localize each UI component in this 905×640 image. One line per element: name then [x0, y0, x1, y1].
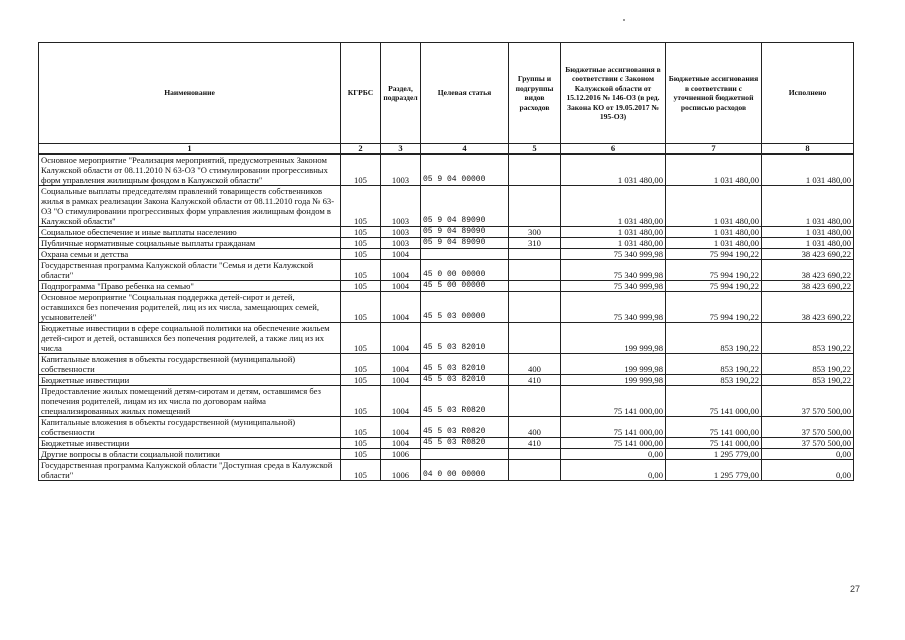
cell-group: 400	[509, 417, 561, 438]
cell-executed: 37 570 500,00	[762, 386, 854, 417]
cell-executed: 37 570 500,00	[762, 417, 854, 438]
cell-law-allocation: 0,00	[561, 460, 666, 481]
cell-kgrbs: 105	[341, 249, 381, 260]
cell-executed: 0,00	[762, 460, 854, 481]
header-kgrbs: КГРБС	[341, 43, 381, 144]
cell-refined-allocation: 75 994 190,22	[666, 281, 762, 292]
column-number: 8	[762, 144, 854, 155]
header-refined-allocations: Бюджетные ассигнования в соответствии с уточненной бюджетной росписью расходов	[666, 43, 762, 144]
cell-name: Основное мероприятие "Социальная поддержка детей-сирот и детей, оставшихся без попечения родителей, лиц из их числа, замещающих семей, усыновителей"	[39, 292, 341, 323]
scan-speck	[623, 19, 625, 21]
table-row	[39, 238, 854, 249]
cell-section: 1003	[381, 227, 421, 238]
budget-sheet	[38, 42, 853, 481]
cell-executed: 1 031 480,00	[762, 154, 854, 186]
cell-executed: 1 031 480,00	[762, 227, 854, 238]
cell-refined-allocation: 1 031 480,00	[666, 154, 762, 186]
cell-section: 1004	[381, 260, 421, 281]
cell-kgrbs: 105	[341, 438, 381, 449]
cell-law-allocation: 75 141 000,00	[561, 438, 666, 449]
cell-target: 45 5 03 82010	[421, 375, 509, 386]
cell-name: Публичные нормативные социальные выплаты гражданам	[39, 238, 341, 249]
cell-name: Государственная программа Калужской области "Доступная среда в Калужской области"	[39, 460, 341, 481]
table-row	[39, 438, 854, 449]
table-row	[39, 154, 854, 186]
table-row	[39, 323, 854, 354]
header-executed: Исполнено	[762, 43, 854, 144]
cell-name: Бюджетные инвестиции	[39, 438, 341, 449]
cell-name: Основное мероприятие "Реализация мероприятий, предусмотренных Законом Калужской области от 08.11.2010 N 63-ОЗ "О стимулировании прогрессивных форм управления жилищным фондом в Калужской области"	[39, 154, 341, 186]
header-row	[39, 43, 854, 144]
cell-section: 1006	[381, 460, 421, 481]
cell-section: 1004	[381, 386, 421, 417]
cell-section: 1004	[381, 375, 421, 386]
cell-kgrbs: 105	[341, 281, 381, 292]
cell-kgrbs: 105	[341, 292, 381, 323]
table-row	[39, 354, 854, 375]
cell-target: 45 5 03 00000	[421, 292, 509, 323]
cell-group	[509, 249, 561, 260]
cell-section: 1003	[381, 154, 421, 186]
table-row	[39, 449, 854, 460]
cell-name: Государственная программа Калужской области "Семья и дети Калужской области"	[39, 260, 341, 281]
cell-kgrbs: 105	[341, 354, 381, 375]
header-groups: Группы и подгруппы видов расходов	[509, 43, 561, 144]
cell-target: 45 5 03 R0820	[421, 438, 509, 449]
cell-kgrbs: 105	[341, 375, 381, 386]
cell-refined-allocation: 75 141 000,00	[666, 386, 762, 417]
cell-group: 410	[509, 438, 561, 449]
cell-section: 1004	[381, 323, 421, 354]
cell-refined-allocation: 75 141 000,00	[666, 438, 762, 449]
cell-group	[509, 323, 561, 354]
cell-target: 05 9 04 89090	[421, 186, 509, 227]
cell-executed: 853 190,22	[762, 323, 854, 354]
cell-name: Социальное обеспечение и иные выплаты населению	[39, 227, 341, 238]
cell-refined-allocation: 75 994 190,22	[666, 249, 762, 260]
cell-law-allocation: 1 031 480,00	[561, 154, 666, 186]
cell-refined-allocation: 1 295 779,00	[666, 449, 762, 460]
header-name: Наименование	[39, 43, 341, 144]
cell-kgrbs: 105	[341, 449, 381, 460]
table-row	[39, 417, 854, 438]
cell-executed: 1 031 480,00	[762, 186, 854, 227]
cell-name: Другие вопросы в области социальной политики	[39, 449, 341, 460]
cell-refined-allocation: 853 190,22	[666, 375, 762, 386]
table-row	[39, 292, 854, 323]
cell-group	[509, 386, 561, 417]
cell-law-allocation: 75 141 000,00	[561, 417, 666, 438]
table-body	[39, 154, 854, 481]
cell-kgrbs: 105	[341, 260, 381, 281]
cell-executed: 853 190,22	[762, 354, 854, 375]
cell-section: 1004	[381, 281, 421, 292]
cell-executed: 853 190,22	[762, 375, 854, 386]
cell-law-allocation: 75 340 999,98	[561, 281, 666, 292]
cell-section: 1004	[381, 438, 421, 449]
cell-target: 45 5 03 82010	[421, 323, 509, 354]
cell-law-allocation: 1 031 480,00	[561, 227, 666, 238]
cell-target: 45 5 03 R0820	[421, 417, 509, 438]
cell-target: 45 5 00 00000	[421, 281, 509, 292]
cell-section: 1003	[381, 238, 421, 249]
cell-group: 300	[509, 227, 561, 238]
table-row	[39, 386, 854, 417]
cell-executed: 0,00	[762, 449, 854, 460]
cell-group	[509, 281, 561, 292]
cell-kgrbs: 105	[341, 460, 381, 481]
column-number: 5	[509, 144, 561, 155]
cell-name: Бюджетные инвестиции	[39, 375, 341, 386]
cell-name: Капитальные вложения в объекты государственной (муниципальной) собственности	[39, 417, 341, 438]
budget-table	[38, 42, 854, 481]
cell-kgrbs: 105	[341, 186, 381, 227]
cell-group: 400	[509, 354, 561, 375]
table-row	[39, 375, 854, 386]
table-row	[39, 260, 854, 281]
cell-target: 05 9 04 89090	[421, 238, 509, 249]
cell-executed: 1 031 480,00	[762, 238, 854, 249]
cell-executed: 38 423 690,22	[762, 281, 854, 292]
cell-executed: 37 570 500,00	[762, 438, 854, 449]
header-target: Целевая статья	[421, 43, 509, 144]
cell-law-allocation: 199 999,98	[561, 323, 666, 354]
cell-group	[509, 154, 561, 186]
cell-target	[421, 249, 509, 260]
cell-law-allocation: 1 031 480,00	[561, 238, 666, 249]
cell-refined-allocation: 75 994 190,22	[666, 292, 762, 323]
cell-law-allocation: 75 340 999,98	[561, 249, 666, 260]
cell-name: Бюджетные инвестиции в сфере социальной политики на обеспечение жильем детей-сирот и детей, оставшихся без попечения родителей, а также лиц из их числа	[39, 323, 341, 354]
page-number: 27	[849, 584, 860, 594]
cell-target: 45 5 03 R0820	[421, 386, 509, 417]
cell-law-allocation: 0,00	[561, 449, 666, 460]
table-row	[39, 460, 854, 481]
cell-refined-allocation: 75 994 190,22	[666, 260, 762, 281]
column-number: 6	[561, 144, 666, 155]
cell-kgrbs: 105	[341, 227, 381, 238]
cell-kgrbs: 105	[341, 238, 381, 249]
cell-target: 45 0 00 00000	[421, 260, 509, 281]
cell-refined-allocation: 1 031 480,00	[666, 186, 762, 227]
cell-name: Подпрограмма "Право ребенка на семью"	[39, 281, 341, 292]
cell-kgrbs: 105	[341, 154, 381, 186]
cell-group: 310	[509, 238, 561, 249]
cell-name: Охрана семьи и детства	[39, 249, 341, 260]
cell-executed: 38 423 690,22	[762, 249, 854, 260]
cell-section: 1006	[381, 449, 421, 460]
cell-law-allocation: 1 031 480,00	[561, 186, 666, 227]
cell-kgrbs: 105	[341, 323, 381, 354]
column-number-row	[39, 144, 854, 155]
cell-refined-allocation: 1 031 480,00	[666, 238, 762, 249]
table-row	[39, 227, 854, 238]
column-number: 1	[39, 144, 341, 155]
cell-target: 04 0 00 00000	[421, 460, 509, 481]
cell-kgrbs: 105	[341, 386, 381, 417]
cell-refined-allocation: 853 190,22	[666, 323, 762, 354]
cell-refined-allocation: 1 031 480,00	[666, 227, 762, 238]
cell-refined-allocation: 853 190,22	[666, 354, 762, 375]
cell-target: 45 5 03 82010	[421, 354, 509, 375]
cell-refined-allocation: 1 295 779,00	[666, 460, 762, 481]
column-number: 7	[666, 144, 762, 155]
cell-group	[509, 260, 561, 281]
cell-group: 410	[509, 375, 561, 386]
cell-group	[509, 460, 561, 481]
cell-executed: 38 423 690,22	[762, 292, 854, 323]
cell-section: 1004	[381, 249, 421, 260]
column-number: 3	[381, 144, 421, 155]
cell-section: 1004	[381, 354, 421, 375]
cell-target: 05 9 04 89090	[421, 227, 509, 238]
cell-executed: 38 423 690,22	[762, 260, 854, 281]
cell-section: 1003	[381, 186, 421, 227]
column-number: 4	[421, 144, 509, 155]
cell-group	[509, 449, 561, 460]
table-row	[39, 249, 854, 260]
header-law-allocations: Бюджетные ассигнования в соответствии с Законом Калужской области от 15.12.2016 № 146-ОЗ (в ред. Закона КО от 19.05.2017 № 195-ОЗ)	[561, 43, 666, 144]
cell-law-allocation: 75 340 999,98	[561, 260, 666, 281]
cell-group	[509, 186, 561, 227]
cell-law-allocation: 75 340 999,98	[561, 292, 666, 323]
cell-group	[509, 292, 561, 323]
cell-refined-allocation: 75 141 000,00	[666, 417, 762, 438]
cell-name: Капитальные вложения в объекты государственной (муниципальной) собственности	[39, 354, 341, 375]
cell-target: 05 9 04 00000	[421, 154, 509, 186]
header-section: Раздел, подраздел	[381, 43, 421, 144]
cell-name: Социальные выплаты председателям правлений товариществ собственников жилья в рамках реализации Закона Калужской области от 08.11.2010 года № 63-ОЗ "О стимулировании прогрессивных форм управления жилищным фондом в Калужской области"	[39, 186, 341, 227]
table-row	[39, 186, 854, 227]
cell-kgrbs: 105	[341, 417, 381, 438]
cell-name: Предоставление жилых помещений детям-сиротам и детям, оставшимся без попечения родителей, лицам из их числа по договорам найма специализированных жилых помещений	[39, 386, 341, 417]
column-number: 2	[341, 144, 381, 155]
cell-law-allocation: 199 999,98	[561, 354, 666, 375]
table-row	[39, 281, 854, 292]
cell-law-allocation: 75 141 000,00	[561, 386, 666, 417]
cell-target	[421, 449, 509, 460]
cell-section: 1004	[381, 417, 421, 438]
cell-law-allocation: 199 999,98	[561, 375, 666, 386]
cell-section: 1004	[381, 292, 421, 323]
